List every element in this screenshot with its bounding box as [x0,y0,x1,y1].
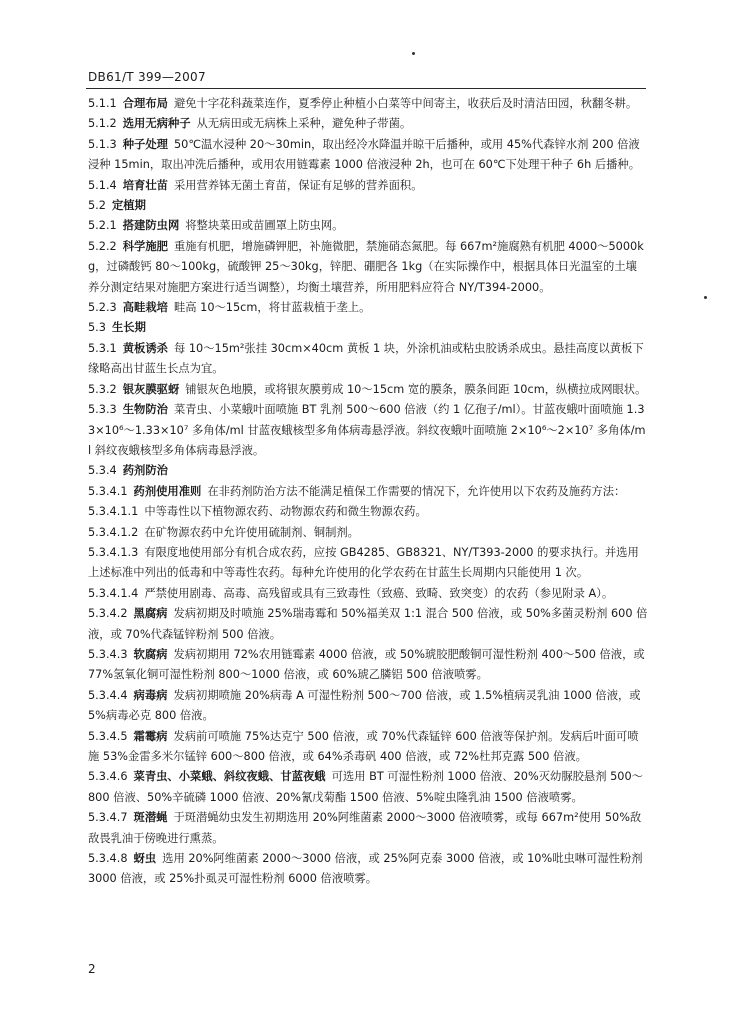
clause-text: 重施有机肥，增施磷钾肥，补施微肥，禁施硝态氮肥。每 667m²施腐熟有机肥 4000～5000kg，过磷酸钙 80～100kg，硫酸钾 25～30kg，锌肥、硼肥各 1kg（在实际操作中，根据具体日光温室的土壤养分测定结果对施肥方案进行适当调整），均衡土壤营养，所用肥料应符合 NY/T394-2000。 [88,239,644,294]
clause-5-3-4-6 [88,767,648,808]
clause-text: 从无病田或无病株上采种，避免种子带菌。 [196,117,412,131]
clause-5-3-4-3 [88,645,648,686]
clause-5-3-4-1-1 [88,502,648,522]
clause-number: 5.3.4.1.2 [88,525,139,539]
clause-text: 严禁使用剧毒、高毒、高残留或具有三致毒性（致癌、致畸、致突变）的农药（参见附录 A）。 [144,586,614,600]
clause-number: 5.3.4.1.1 [88,505,139,519]
clause-text: 发病初期及时喷施 25%瑞毒霉和 50%福美双 1:1 混合 500 倍液，或 50%多菌灵粉剂 600 倍液，或 70%代森锰锌粉剂 500 倍液。 [88,607,648,641]
clause-title: 培育壮苗 [122,178,168,192]
clause-title: 菜青虫、小菜蛾、斜纹夜蛾、甘蓝夜蛾 [133,770,326,784]
clause-number: 5.3.4.1 [88,484,128,498]
clause-number: 5.1.2 [88,117,117,131]
clause-number: 5.3.4.1.3 [88,545,139,559]
clause-title: 高畦栽培 [122,301,168,315]
clause-title: 搭建防虫网 [122,219,180,233]
clause-text: 可选用 BT 可湿性粉剂 1000 倍液、20%灭幼脲胶悬剂 500～800 倍液、50%辛硫磷 1000 倍液、20%氰戊菊酯 1500 倍液、5%啶虫隆乳油 1500 倍液喷雾。 [88,770,643,804]
clause-text: 铺银灰色地膜，或将银灰膜剪成 10～15cm 宽的膜条，膜条间距 10cm，纵横拉成网眼状。 [185,382,647,396]
clause-number: 5.3 [88,321,106,335]
clause-number: 5.3.4.2 [88,607,128,621]
clause-text: 在矿物源农药中允许使用硫制剂、铜制剂。 [144,525,359,539]
standard-number: DB61/T 399—2007 [88,70,206,84]
clause-title: 蚜虫 [133,852,157,866]
clause-5-2-1 [88,216,648,236]
clause-number: 5.2.2 [88,239,117,253]
clause-title: 科学施肥 [122,239,168,253]
clause-5-3-4-2 [88,604,648,645]
clause-title: 黄板诱杀 [122,341,168,355]
page-number: 2 [88,962,96,976]
clause-number: 5.3.4.5 [88,729,128,743]
clause-5-3 [88,318,648,338]
clause-5-2-3 [88,298,648,318]
clause-5-3-2 [88,380,648,400]
clause-title: 生长期 [111,321,146,335]
clause-text: 选用 20%阿维菌素 2000～3000 倍液，或 25%阿克泰 3000 倍液，或 10%吡虫啉可湿性粉剂 3000 倍液，或 25%扑虱灵可湿性粉剂 6000 倍液喷雾。 [88,852,643,886]
clause-text: 有限度地使用部分有机合成农药，应按 GB4285、GB8321、NY/T393-2000 的要求执行。并选用上述标准中列出的低毒和中等毒性农药。每种允许使用的化学农药在甘蓝生长周期内只能使用 1 次。 [88,545,639,580]
clause-number: 5.3.4.6 [88,770,128,784]
clause-5-3-4-7 [88,808,648,849]
clause-title: 病毒病 [133,688,168,702]
clause-5-3-4-5 [88,727,648,768]
scan-speck [704,296,707,299]
clause-number: 5.1.1 [88,97,117,110]
clause-title: 合理布局 [122,97,168,110]
clause-text: 发病初期用 72%农用链霉素 4000 倍液，或 50%琥胶肥酸铜可湿性粉剂 400～500 倍液，或 77%氢氧化铜可湿性粉剂 800～1000 倍液，或 60%琥乙膦铝 500 倍液喷雾。 [88,647,645,682]
clause-number: 5.3.4.3 [88,647,128,661]
clause-number: 5.1.4 [88,178,117,192]
clause-5-1-3 [88,135,648,176]
clause-5-3-4-4 [88,686,648,727]
clause-text: 将整块菜田或苗圃罩上防虫网。 [185,219,344,233]
clause-title: 生物防治 [122,403,168,417]
clause-5-2-2 [88,237,648,298]
clause-text: 避免十字花科蔬菜连作，夏季停止种植小白菜等中间寄主，收获后及时清洁田园，秋翻冬耕。 [173,97,638,110]
clause-number: 5.3.4.4 [88,688,128,702]
clause-5-3-4-1 [88,482,648,502]
clause-number: 5.3.3 [88,403,117,417]
clause-title: 定植期 [111,199,146,213]
clause-text: 畦高 10～15cm，将甘蓝栽植于垄上。 [173,301,371,315]
clause-text: 发病初期喷施 20%病毒 A 可湿性粉剂 500～700 倍液，或 1.5%植病灵乳油 1000 倍液，或 5%病毒必克 800 倍液。 [88,688,641,723]
clause-5-3-4-1-2 [88,523,648,543]
clause-5-3-3 [88,400,648,461]
clause-number: 5.3.2 [88,382,117,396]
clause-number: 5.3.1 [88,341,117,355]
clause-number: 5.3.4 [88,464,117,478]
clause-title: 斑潜蝇 [133,811,168,825]
clause-title: 药剂防治 [122,464,168,478]
clause-5-3-4-1-3 [88,543,648,584]
clause-text: 50℃温水浸种 20～30min，取出经冷水降温并晾干后播种，或用 45%代森锌水剂 200 倍液浸种 15min，取出冲洗后播种，或用农用链霉素 1000 倍液浸种 2h，也可在 60℃下处理干种子 6h 后播种。 [88,137,641,172]
clause-number: 5.3.4.8 [88,852,128,866]
clause-text: 菜青虫、小菜蛾叶面喷施 BT 乳剂 500～600 倍液（约 1 亿孢子/ml）。甘蓝夜蛾叶面喷施 1.33×10⁶～1.33×10⁷ 多角体/ml 甘蓝夜蛾核型多角体病毒悬浮液。斜纹夜蛾叶面喷施 2×10⁶～2×10⁷ 多角体/ml 斜纹夜蛾核型多角体病毒悬浮液。 [88,403,646,457]
clause-title: 霜霉病 [133,729,168,743]
clause-5-1-2 [88,114,648,134]
clause-text: 中等毒性以下植物源农药、动物源农药和微生物源农药。 [144,505,427,519]
clause-5-3-4-1-4 [88,584,648,604]
clause-title: 选用无病种子 [122,117,191,131]
clause-text: 每 10～15m²张挂 30cm×40cm 黄板 1 块，外涂机油或粘虫胶诱杀成虫。悬挂高度以黄板下缘略高出甘蓝生长点为宜。 [88,341,644,376]
clause-title: 银灰膜驱蚜 [122,382,180,396]
document-body [88,94,648,890]
clause-5-1-4 [88,176,648,196]
clause-title: 药剂使用准则 [133,484,202,498]
clause-title: 软腐病 [133,647,168,661]
clause-number: 5.1.3 [88,137,117,151]
scan-speck [412,52,415,55]
clause-5-2 [88,196,648,216]
clause-number: 5.2.3 [88,301,117,315]
clause-title: 黑腐病 [133,607,168,621]
clause-text: 于斑潜蝇幼虫发生初期选用 20%阿维菌素 2000～3000 倍液喷雾，或每 667m²使用 50%敌敌畏乳油于傍晚进行熏蒸。 [88,811,642,845]
clause-5-3-1 [88,339,648,380]
clause-5-3-4 [88,461,648,481]
header-rule [86,88,646,89]
clause-number: 5.3.4.7 [88,811,128,825]
clause-text: 采用营养钵无菌土育苗，保证有足够的营养面积。 [173,178,423,192]
clause-5-3-4-8 [88,849,648,890]
clause-number: 5.3.4.1.4 [88,586,139,600]
clause-title: 种子处理 [122,137,168,151]
clause-5-1-1 [88,94,648,114]
clause-text: 在非药剂防治方法不能满足植保工作需要的情况下，允许使用以下农药及施药方法： [207,484,626,498]
clause-number: 5.2.1 [88,219,117,233]
clause-number: 5.2 [88,199,106,213]
clause-text: 发病前可喷施 75%达克宁 500 倍液，或 70%代森锰锌 600 倍液等保护剂。发病后叶面可喷施 53%金雷多米尔锰锌 600～800 倍液，或 64%杀毒矾 400 倍液，或 72%杜邦克露 500 倍液。 [88,729,639,763]
